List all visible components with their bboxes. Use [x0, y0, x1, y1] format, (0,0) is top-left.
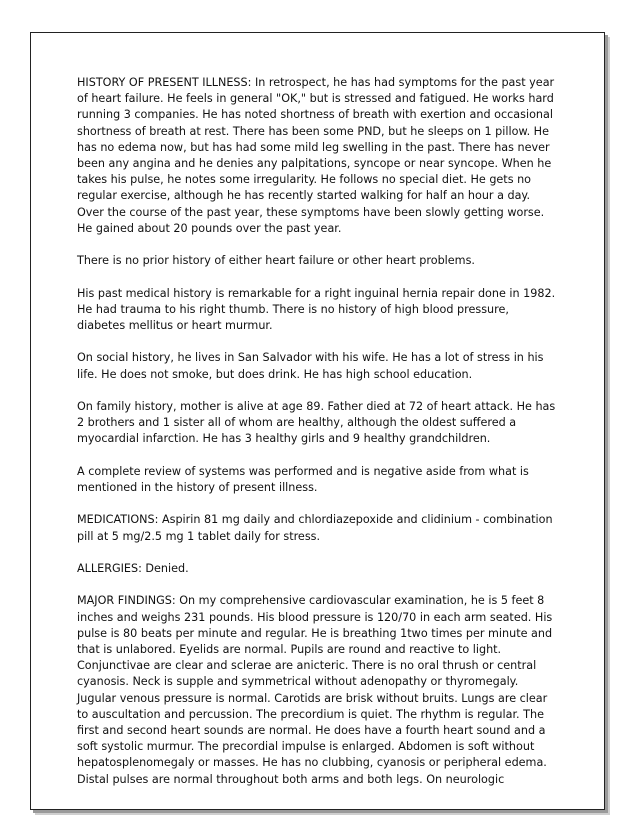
paragraph-prior-heart-history: There is no prior history of either heart failure or other heart problems.	[77, 254, 475, 268]
paragraph-medications: MEDICATIONS: Aspirin 81 mg daily and chlordiazepoxide and clidinium - combination pill at 5 mg/2.5 mg 1 tablet daily for stress.	[77, 513, 553, 543]
paragraph-past-medical-history: His past medical history is remarkable for a right inguinal hernia repair done in 1982. He had trauma to his right thumb. There is no history of high blood pressure, diabetes mellitus or heart murmur.	[77, 286, 556, 333]
paragraph-major-findings: MAJOR FINDINGS: On my comprehensive cardiovascular examination, he is 5 feet 8 inches and weighs 231 pounds. His blood pressure is 120/70 in each arm seated. His pulse is 80 beats per minute and regular. He is breathing 1two times per minute and that is unlabored. Eyelids are normal. Pupils are round and reactive to light. Conjunctivae are clear and sclerae are anicteric. There is no oral thrush or central cyanosis. Neck is supple and symmetrical without adenopathy or thyromegaly. Jugular venous pressure is normal. Carotids are brisk without bruits. Lungs are clear to auscultation and percussion. The precordium is quiet. The rhythm is regular. The first and second heart sounds are normal. He does have a fourth heart sound and a soft systolic murmur. The precordial impulse is enlarged. Abdomen is soft without hepatosplenomegaly or masses. He has no clubbing, cyanosis or peripheral edema. Distal pulses are normal throughout both arms and both legs. On neurologic	[77, 594, 553, 786]
paragraph-family-history: On family history, mother is alive at age 89. Father died at 72 of heart attack. He has 2 brothers and 1 sister all of whom are healthy, although the oldest suffered a myocardial infarction. He has 3 healthy girls and 9 healthy grandchildren.	[77, 400, 556, 446]
paragraph-review-of-systems: A complete review of systems was performed and is negative aside from what is mentioned in the history of present illness.	[77, 464, 529, 494]
document-body	[77, 75, 557, 788]
paragraph-allergies: ALLERGIES: Denied.	[77, 561, 189, 575]
paragraph-social-history: On social history, he lives in San Salvador with his wife. He has a lot of stress in his life. He does not smoke, but does drink. He has high school education.	[77, 351, 544, 381]
paragraph-history-of-present-illness: HISTORY OF PRESENT ILLNESS: In retrospect, he has had symptoms for the past year of heart failure. He feels in general "OK," but is stressed and fatigued. He works hard running 3 companies. He has noted shortness of breath with exertion and occasional shortness of breath at rest. There has been some PND, but he sleeps on 1 pillow. He has no edema now, but has had some mild leg swelling in the past. There has never been any angina and he denies any palpitations, syncope or near syncope. When he takes his pulse, he notes some irregularity. He follows no special diet. He gets no regular exercise, although he has recently started walking for half an hour a day. Over the course of the past year, these symptoms have been slowly getting worse. He gained about 20 pounds over the past year.	[77, 76, 555, 235]
